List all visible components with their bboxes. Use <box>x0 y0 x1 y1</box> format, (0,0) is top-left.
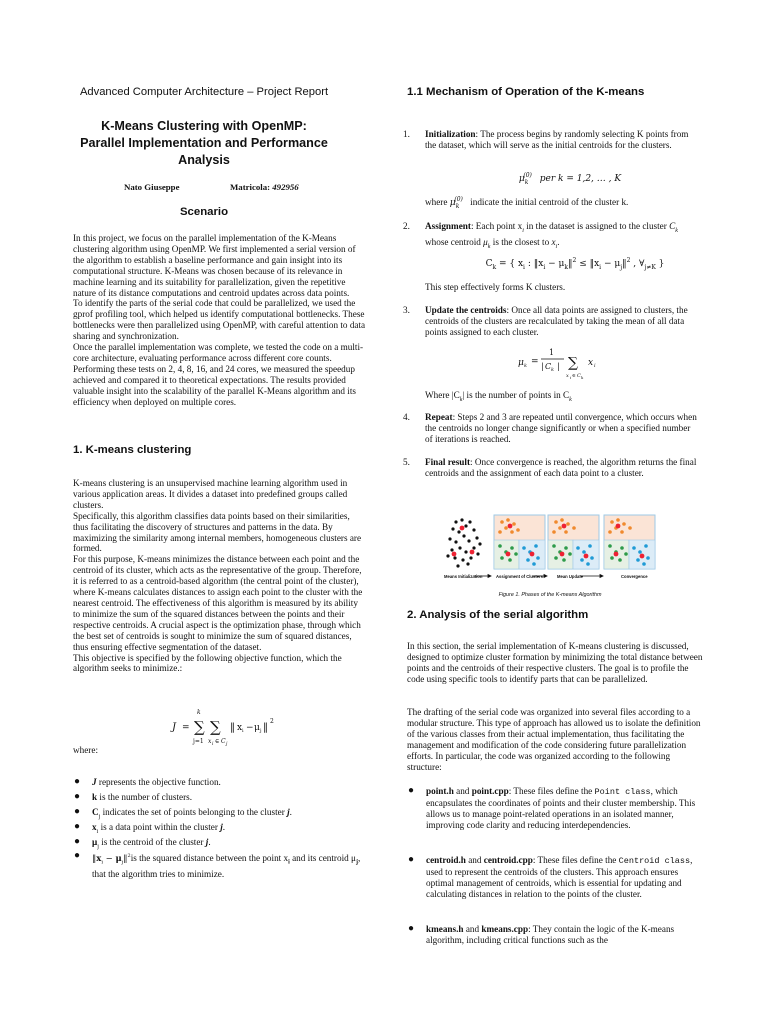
where-label: where: <box>73 745 98 755</box>
step-text: : Once all data points are assigned to clusters, the centroids of the clusters are recalculated by taking the mean of all data points assigned to each cluster. <box>425 305 688 337</box>
section-1-1-heading: 1.1 Mechanism of Operation of the K-means <box>407 86 645 98</box>
svg-text:j: j <box>260 728 262 734</box>
section-1-heading: 1. K-means clustering <box>73 444 192 456</box>
svg-text:x: x <box>588 358 594 368</box>
and-word: and <box>465 855 484 865</box>
svg-text:C: C <box>545 362 552 371</box>
bullet-dot: ● <box>74 836 81 847</box>
bullet-text: is the squared distance between the point x <box>130 852 289 863</box>
svg-text:∈: ∈ <box>572 373 576 379</box>
where-suffix: indicate the initial centroid of the cluster k. <box>467 197 629 208</box>
sec1-para-4: This objective is specified by the following objective function, which the algorithm seeks to minimize.: <box>73 652 342 674</box>
step-number: 1. <box>403 129 410 139</box>
bullet-tail: j <box>287 807 290 817</box>
svg-text:1: 1 <box>549 348 555 357</box>
bullet-dot: ● <box>408 854 415 865</box>
svg-text:i: i <box>242 728 244 734</box>
svg-text:μ: μ <box>518 358 524 368</box>
step-number: 2. <box>403 221 410 231</box>
svg-text:∈: ∈ <box>215 738 220 745</box>
step-number: 3. <box>403 305 410 315</box>
step-3-where-a: Where |C <box>425 390 460 400</box>
svg-text:j: j <box>226 742 228 747</box>
file-name-h: kmeans.h <box>426 924 464 934</box>
svg-text:∑: ∑ <box>210 718 221 736</box>
step-label: Final result <box>425 457 471 467</box>
bullet-symbol: J <box>92 777 97 787</box>
svg-text:i: i <box>594 363 596 369</box>
file-name-h: point.h <box>426 786 454 796</box>
step-2-text-a: in the dataset is assigned to the cluster <box>523 221 670 231</box>
bullet-text-3: , that the algorithm tries to minimize. <box>92 852 361 879</box>
svg-text:|: | <box>557 362 560 371</box>
figure-label-convergence: Convergence <box>621 574 648 579</box>
bullet-dot: ● <box>74 806 81 817</box>
sec2-para-2: The drafting of the serial code was organized into several files according to a modular structure. This type of approach has allowed us to isolate the definition of the various classes from their actual implementation, thus facilitating the management and modification of the code considering future parallelization efforts. In particular, the code was organized according to the following structure: <box>407 707 701 772</box>
sec1-para-2: Specifically, this algorithm classifies data points based on their similarities, thus facilitating the discovery of structures and patterns in the data. By maximizing the similarity among internal members, homogeneous clusters are formed. <box>73 510 362 554</box>
bullet-end: . <box>222 822 226 832</box>
section-2-heading: 2. Analysis of the serial algorithm <box>407 609 589 621</box>
step-3-equation <box>516 345 606 381</box>
file-name-cpp: point.cpp <box>471 786 509 796</box>
step-text: : Steps 2 and 3 are repeated until convergence, which occurs when the centroids no longer change significantly or when a specified number of iterations is reached. <box>425 412 697 444</box>
bullet-dot: ● <box>74 776 81 787</box>
svg-text:k: k <box>197 709 201 716</box>
scenario-para-2: To identify the parts of the serial code that could be parallelized, we used the gprof profiling tool, which helped us identify computational bottlenecks. These bottlenecks were then parallelized using OpenMP, with careful attention to data sharing and synchronization. <box>73 298 366 342</box>
sec2-para-1: In this section, the serial implementation of K-means clustering is discussed, designed to optimize cluster formation by minimizing the total distance between points and the centroids of their respective clusters. The goal is to profile the code using specific tools to identify parts that can be parallelized. <box>407 641 703 684</box>
figure-panel-initialization <box>446 518 481 567</box>
svg-text:J: J <box>172 722 177 733</box>
bullet-text: is the centroid of the cluster <box>98 837 206 847</box>
step-number: 4. <box>403 412 410 422</box>
figure-label-assignment: Assignment of Clusters <box>496 574 544 579</box>
title-line-2: Parallel Implementation and Performance <box>80 136 328 150</box>
and-word: and <box>453 786 472 796</box>
svg-text:x: x <box>237 723 243 733</box>
bullet-text: represents the objective function. <box>96 777 221 787</box>
step-3-where: Where $|C_k|$ is the number of points in $C_k$ <box>425 390 572 403</box>
file-name-cpp: centroid.cpp <box>483 855 533 865</box>
step-1-where: where $\mu_k^{(0)}$ indicate the initial centroid of the cluster k. <box>425 196 629 210</box>
step-1-equation: $\mu_k^{(0)}$ per k = 1,2, … , K <box>518 172 622 186</box>
svg-text:j=1: j=1 <box>193 738 204 745</box>
svg-text:=: = <box>182 723 190 733</box>
author-name: Nato Giuseppe <box>124 182 180 192</box>
step-2-equation: $C_k$ = { $x_i$ : $‖x_i$ − $\mu_k‖^2$ ≤ $‖x_i$ − $\mu_j‖^2$ , $\forall_{j\ne K}$ } <box>485 257 665 271</box>
file-desc: , which encapsulates the coordinates of points and their cluster membership. This allows us to manage point-related operations in an isolated manner, improving code clarity and reducing interdependencies. <box>426 786 696 830</box>
bullet-text: indicates the set of points belonging to the cluster <box>100 807 288 817</box>
and-word: and <box>463 924 482 934</box>
objective-function-equation <box>168 708 280 748</box>
svg-text:C: C <box>577 373 581 379</box>
svg-text:|: | <box>541 362 544 371</box>
figure-panel-convergence <box>604 515 655 569</box>
step-2-text-b: whose centroid <box>425 236 484 247</box>
step-text: : Once convergence is reached, the algorithm returns the final centroids and the assignment of each data point to a cluster. <box>425 457 697 478</box>
figure-panel-mean-update <box>548 515 599 569</box>
bullet-text-2: and its centroid μ <box>289 852 356 863</box>
file-desc-pre: : These files define the <box>508 786 595 796</box>
file-name-h: centroid.h <box>426 855 466 865</box>
step-text: : Each point x <box>470 221 523 231</box>
bullet-subscript: j <box>98 813 101 820</box>
scenario-heading: Scenario <box>179 206 229 218</box>
sec1-para-3: For this purpose, K-means minimizes the distance between each point and the centroid of its cluster, which acts as the representative of the group. Therefore, it is referred to as a centroid-based algorithm (the central point of the cluster), where K-means calculates distances to assign each point to the cluster with the nearest centroid. The effectiveness of this algorithm is measured by its ability to minimize the sum of the squared distances between the points and their respective centroids. A crucial aspect is the optimization phase, through which the best set of centroids is sought to minimize the sum of squared distances, thus ensuring effective segmentation of the dataset. <box>73 554 363 652</box>
bullet-dot: ● <box>408 923 415 934</box>
svg-text:k: k <box>581 375 584 380</box>
bullet-end: . <box>289 807 292 817</box>
step-2-text-c: is the closest to <box>490 236 552 247</box>
scenario-para-1: In this project, we focus on the parallel implementation of the K-Means clustering algorithm using OpenMP. We first implemented a serial version of the algorithm to establish a baseline performance and gain insight into its computational structure. K-Means was chosen because of its relevance in machine learning and its suitability for parallelization, given the repetitive nature of its distance computations and centroid updates across data points. <box>73 233 356 298</box>
step-3-where-b: | is the number of points in C <box>462 390 570 400</box>
file-desc-pre: : They contain the logic of the K-means algorithm, including critical functions such as the <box>426 924 675 945</box>
bullet-dot: ● <box>408 785 415 796</box>
sec1-para-1: K-means clustering is an unsupervised machine learning algorithm used in various application areas. It divides a dataset into predefined groups called clusters. <box>73 478 348 510</box>
bullet-symbol: C <box>92 807 99 817</box>
distance-norm-symbol: $‖x_i$ − $\mu_j‖^2$ <box>92 853 131 866</box>
step-label: Initialization <box>425 129 476 139</box>
scenario-text <box>73 233 366 408</box>
svg-text:C: C <box>221 738 226 745</box>
file-desc: , used to represent the centroids of the clusters. This approach ensures optimal management of centroids, which is essential for updating and calculating distances in relation to the points of the cluster. <box>426 855 693 899</box>
svg-text:‖: ‖ <box>230 722 235 733</box>
figure-label-mean-update: Mean Update <box>557 574 584 579</box>
bullet-dot: ● <box>74 850 81 861</box>
svg-text:‖: ‖ <box>263 722 268 733</box>
report-header: Advanced Computer Architecture – Project Report <box>79 86 329 98</box>
bullet-subscript: j <box>97 843 99 850</box>
file-desc-pre: : These files define the <box>532 855 619 865</box>
step-2-forms: This step effectively forms K clusters. <box>425 282 566 292</box>
figure-panel-assignment <box>494 515 545 569</box>
bullet-symbol: x <box>92 822 97 832</box>
svg-text:2: 2 <box>270 718 274 725</box>
bullet-text: is a data point within the cluster <box>98 822 221 832</box>
matricola <box>230 182 299 193</box>
bullet-symbol: μ <box>92 837 98 847</box>
svg-text:k: k <box>551 367 555 373</box>
step-label: Repeat <box>425 412 453 422</box>
bullet-text: is the number of clusters. <box>97 792 193 802</box>
bullet-dot: ● <box>74 791 81 802</box>
title-line-1: K-Means Clustering with OpenMP: <box>101 119 307 133</box>
section-1-text <box>73 478 366 674</box>
matricola-value: 492956 <box>272 182 299 192</box>
matricola-label: Matricola: <box>230 182 273 192</box>
svg-text:k: k <box>524 363 528 369</box>
where-prefix: where <box>425 197 450 208</box>
file-name-cpp: kmeans.cpp <box>481 924 529 934</box>
svg-text:∑: ∑ <box>568 355 578 371</box>
class-name-code: Point class <box>594 787 651 797</box>
step-label: Assignment <box>425 221 471 231</box>
step-label: Update the centroids <box>425 305 507 315</box>
svg-text:∑: ∑ <box>194 718 205 736</box>
bullet-subscript: i <box>96 828 99 835</box>
bullet-symbol: k <box>92 792 98 802</box>
scenario-para-3: Once the parallel implementation was complete, we tested the code on a multi-core architecture, evaluating performance across different core counts. Performing these tests on 2, 4, 8, 16, and 24 cores, we measured the speedup achieved and compared it to theoretical expectations. The results provided valuable insight into the scalability of the parallel K-Means algorithm and its efficiency when deployed on multiple cores. <box>73 342 364 407</box>
step-number: 5. <box>403 457 410 467</box>
bullet-tail: j <box>205 837 209 847</box>
svg-text:μ: μ <box>254 723 260 733</box>
svg-text:i: i <box>212 742 214 747</box>
bullet-end: . <box>208 837 211 847</box>
figure-caption: Figure 1. Phases of the K-means Algorithm <box>498 592 602 598</box>
title-line-3: Analysis <box>178 153 230 167</box>
step-text: : The process begins by randomly selecting K points from the dataset, which will serve as the initial centroids for the clusters. <box>425 129 689 150</box>
svg-text:x: x <box>566 373 569 379</box>
svg-text:=: = <box>531 357 539 367</box>
figure-label-initialization: Means Initialization <box>444 574 483 579</box>
class-name-code: Centroid class <box>618 856 691 866</box>
svg-text:i: i <box>570 375 572 380</box>
bullet-tail: j <box>220 822 223 832</box>
bullet-dot: ● <box>74 821 81 832</box>
svg-text:x: x <box>208 738 212 745</box>
svg-text:−: − <box>246 723 254 733</box>
